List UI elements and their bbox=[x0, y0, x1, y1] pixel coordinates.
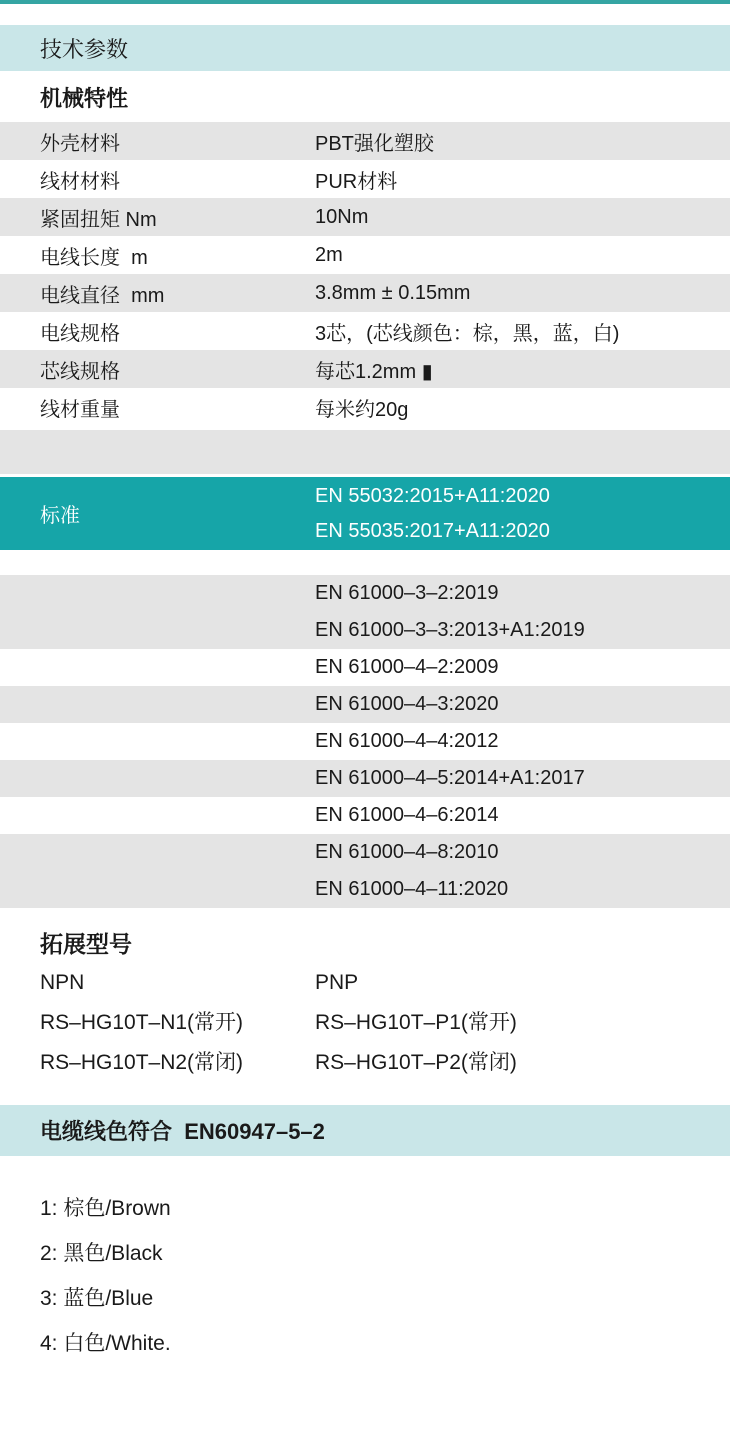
row-value: 每芯1.2mm ▮ bbox=[315, 360, 433, 383]
standards-row bbox=[0, 797, 730, 834]
model-column-type: NPN bbox=[40, 971, 85, 994]
page-title: 技术参数 bbox=[40, 36, 129, 62]
table-row bbox=[0, 274, 730, 312]
page-title-band bbox=[0, 25, 730, 71]
table-row bbox=[0, 198, 730, 236]
standards-row bbox=[0, 760, 730, 797]
row-label: 芯线规格 bbox=[40, 360, 120, 383]
cable-colors-heading: 电缆线色符合 EN60947–5–2 bbox=[0, 1105, 730, 1156]
mechanical-heading: 机械特性 bbox=[40, 86, 129, 111]
standards-list bbox=[0, 575, 730, 908]
standard-entry: EN 61000–4–3:2020 bbox=[315, 693, 499, 715]
table-row bbox=[0, 388, 730, 426]
model-number: RS–HG10T–P2(常闭) bbox=[315, 1051, 517, 1074]
table-row bbox=[0, 122, 730, 160]
wire-color-item: 1: 棕色/Brown bbox=[40, 1197, 171, 1220]
row-label: 外壳材料 bbox=[40, 132, 120, 155]
row-label: 线材材料 bbox=[40, 170, 120, 193]
standards-row bbox=[0, 649, 730, 686]
models-heading: 拓展型号 bbox=[40, 931, 132, 957]
standard-entry: EN 61000–4–2:2009 bbox=[315, 656, 499, 678]
model-number: RS–HG10T–N1(常开) bbox=[40, 1011, 244, 1034]
row-label: 电线规格 bbox=[40, 322, 120, 345]
standards-row bbox=[0, 686, 730, 723]
row-value: 2m bbox=[315, 243, 343, 266]
standard-entry: EN 61000–4–4:2012 bbox=[315, 730, 499, 752]
row-value: 10Nm bbox=[315, 205, 369, 228]
standard-entry: EN 61000–3–3:2013+A1:2019 bbox=[315, 619, 585, 641]
row-value: 3芯，(芯线颜色：棕，黑，蓝，白) bbox=[315, 322, 620, 345]
row-value: 3.8mm ± 0.15mm bbox=[315, 281, 471, 304]
standards-row bbox=[0, 723, 730, 760]
standards-highlight bbox=[315, 477, 550, 550]
row-label: 电线直径 mm bbox=[40, 284, 165, 307]
model-number: RS–HG10T–P1(常开) bbox=[315, 1011, 517, 1034]
row-label: 电线长度 m bbox=[40, 246, 148, 269]
table-row bbox=[0, 350, 730, 388]
row-value: PBT强化塑胶 bbox=[315, 132, 434, 155]
standard-entry: EN 61000–4–11:2020 bbox=[315, 878, 509, 900]
standard-entry: EN 61000–3–2:2019 bbox=[315, 582, 499, 604]
standard-entry: EN 55035:2017+A11:2020 bbox=[315, 519, 550, 542]
standard-entry: EN 61000–4–8:2010 bbox=[315, 841, 499, 863]
standard-entry: EN 55032:2015+A11:2020 bbox=[315, 484, 550, 507]
table-row bbox=[0, 312, 730, 350]
standards-band bbox=[0, 477, 730, 550]
standards-row bbox=[0, 575, 730, 649]
mechanical-table bbox=[0, 122, 730, 426]
row-label: 线材重量 bbox=[40, 398, 120, 421]
wire-color-item: 4: 白色/White. bbox=[40, 1332, 171, 1355]
wire-color-item: 2: 黑色/Black bbox=[40, 1242, 163, 1265]
wire-color-item: 3: 蓝色/Blue bbox=[40, 1287, 154, 1310]
row-value: PUR材料 bbox=[315, 170, 398, 193]
wire-color-list bbox=[0, 1156, 730, 1366]
models-table bbox=[0, 963, 730, 1083]
table-row bbox=[0, 160, 730, 198]
standards-label: 标准 bbox=[40, 505, 80, 527]
standards-row bbox=[0, 834, 730, 908]
spacer-band bbox=[0, 430, 730, 474]
standard-entry: EN 61000–4–5:2014+A1:2017 bbox=[315, 767, 585, 789]
model-number: RS–HG10T–N2(常闭) bbox=[40, 1051, 244, 1074]
standard-entry: EN 61000–4–6:2014 bbox=[315, 804, 499, 826]
top-accent-line bbox=[0, 0, 730, 4]
model-column-type: PNP bbox=[315, 971, 359, 994]
table-row bbox=[0, 236, 730, 274]
row-value: 每米约20g bbox=[315, 398, 409, 421]
row-label: 紧固扭矩 Nm bbox=[40, 208, 157, 231]
